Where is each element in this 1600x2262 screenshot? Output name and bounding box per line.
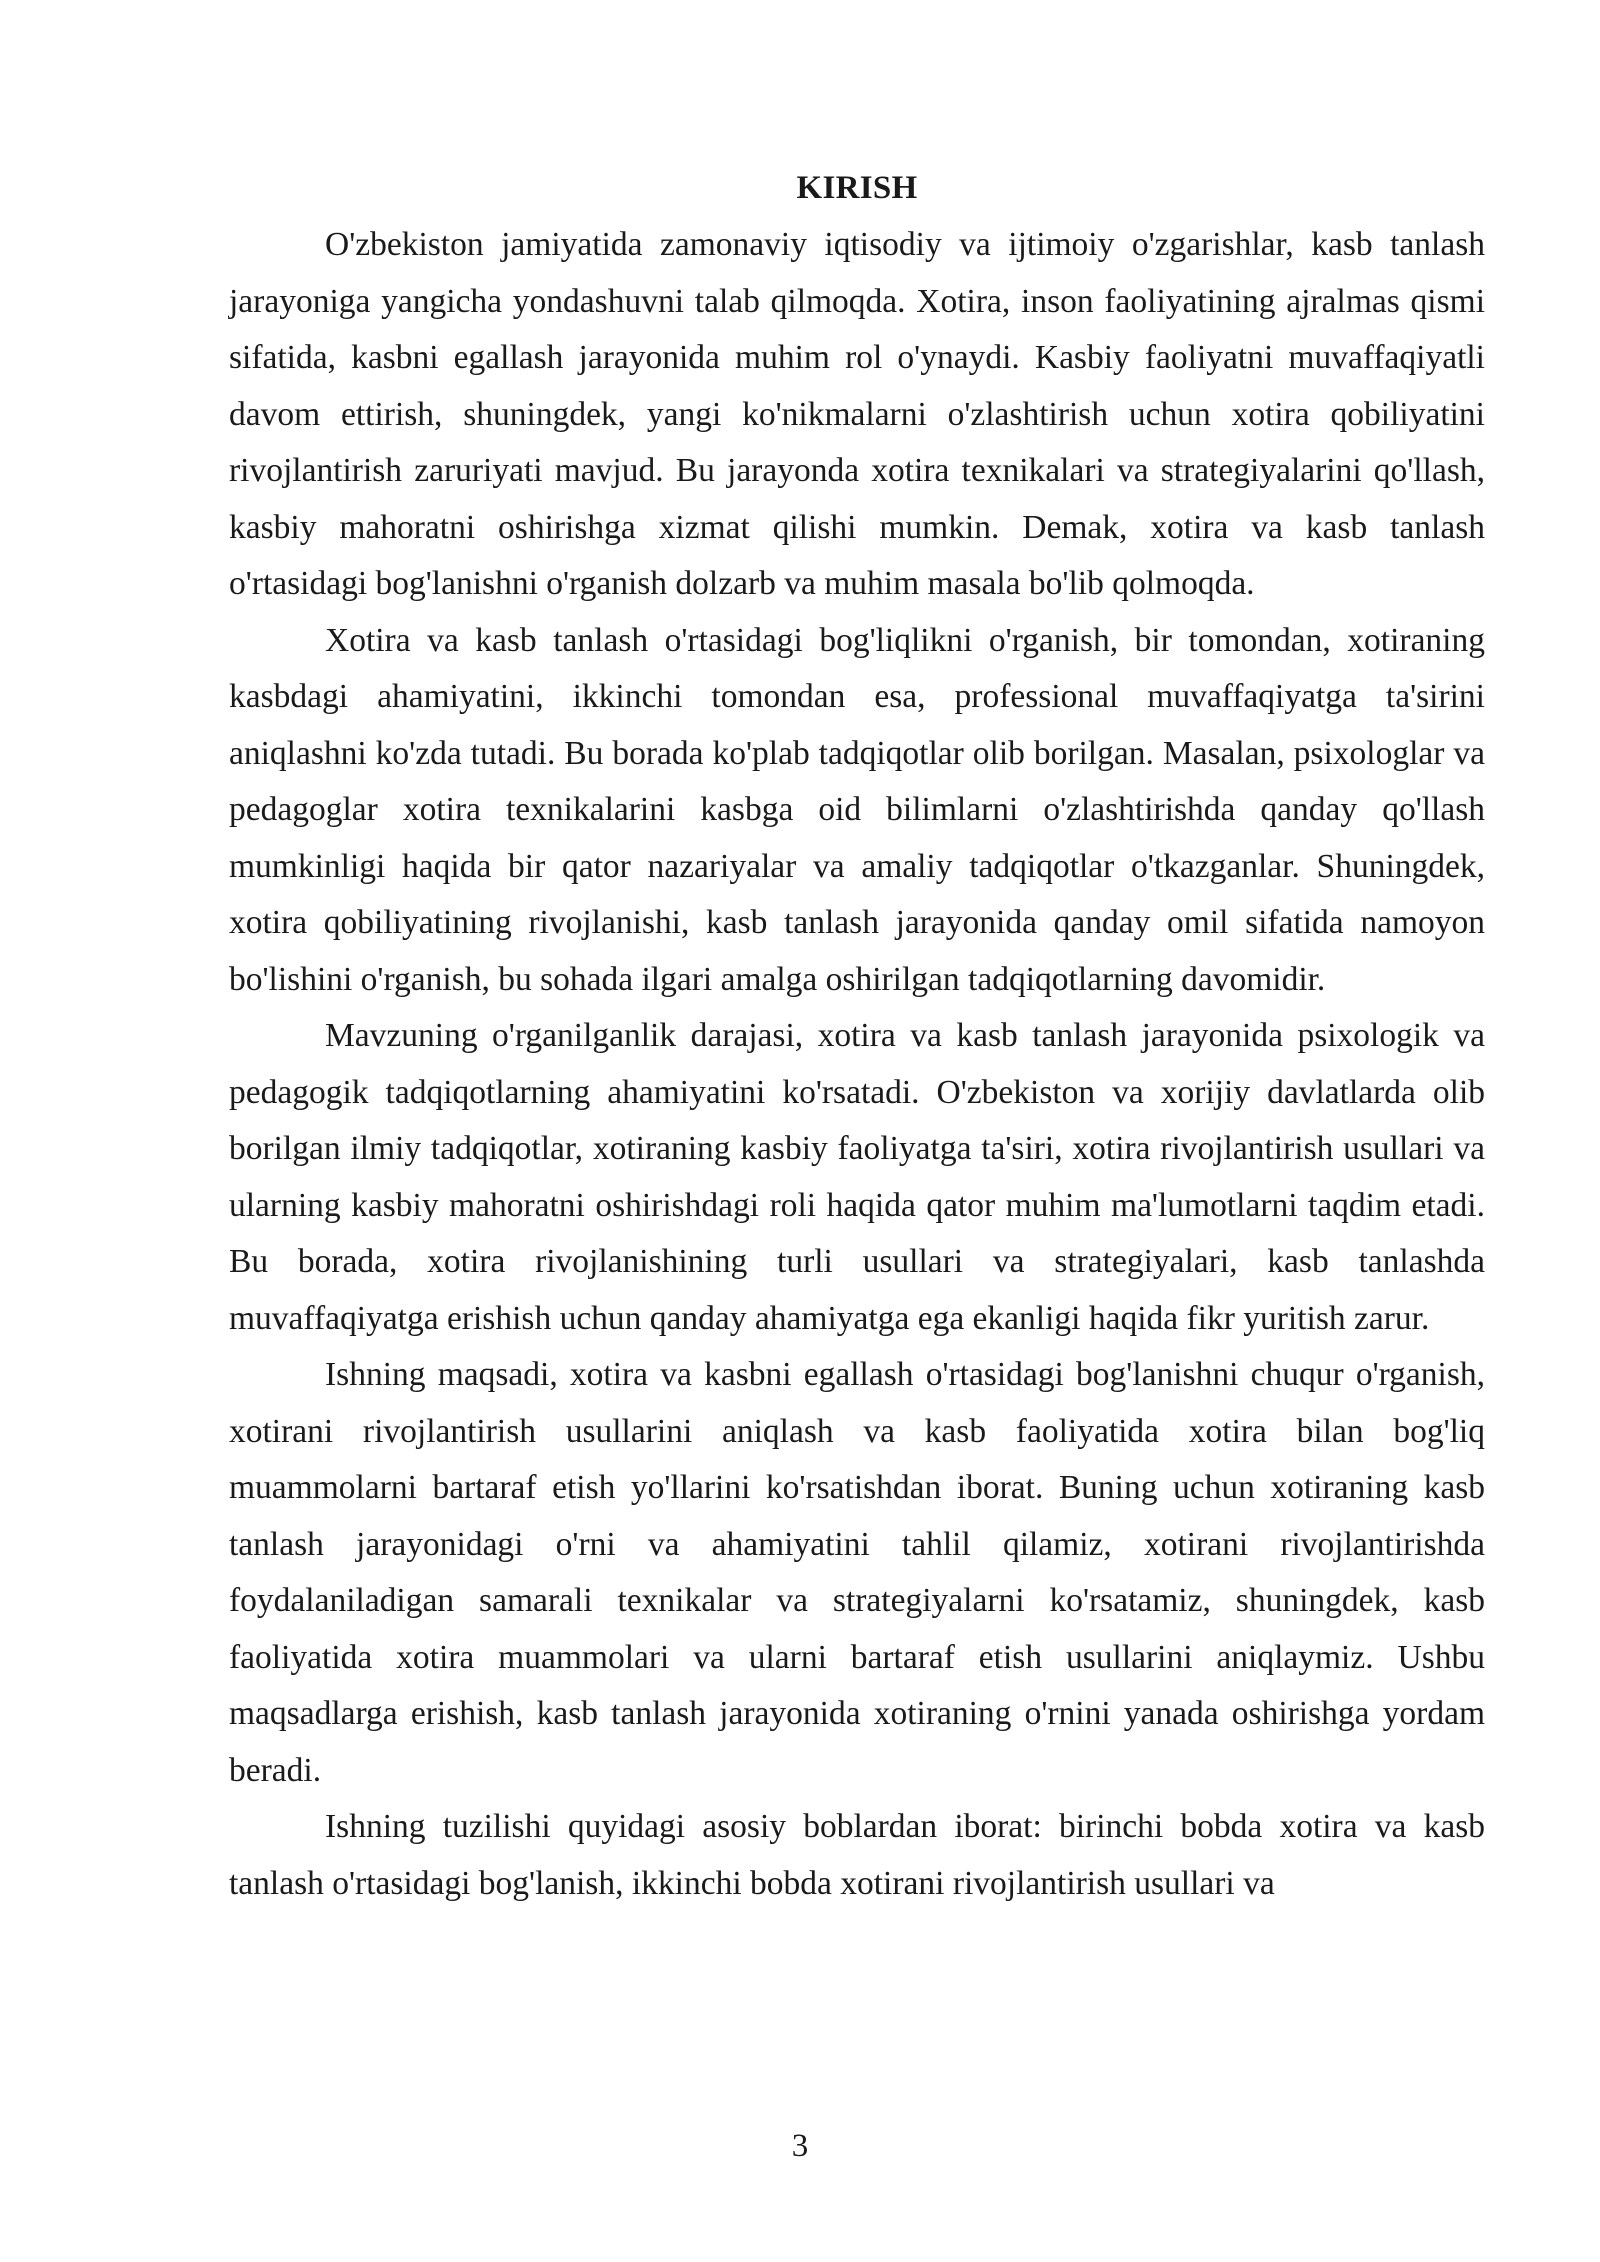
paragraph-intro: O'zbekiston jamiyatida zamonaviy iqtisodiy va ijtimoiy o'zgarishlar, kasb tanlash jarayoniga yangicha yondashuvni talab qilmoqda. Xotira, inson faoliyatining ajralmas qismi sifatida, kasbni egallash jarayonida muhim rol o'ynaydi. Kasbiy faoliyatni muvaffaqiyatli davom ettirish, shuningdek, yangi ko'nikmalarni o'zlashtirish uchun xotira qobiliyatini rivojlantirish zaruriyati mavjud. Bu jarayonda xotira texnikalari va strategiyalarini qo'llash, kasbiy mahoratni oshirishga xizmat qilishi mumkin. Demak, xotira va kasb tanlash o'rtasidagi bog'lanishni o'rganish dolzarb va muhim masala bo'lib qolmoqda. — [229, 226, 1485, 602]
paragraph-structure: Ishning tuzilishi quyidagi asosiy boblardan iborat: birinchi bobda xotira va kasb tanlash o'rtasidagi bog'lanish, ikkinchi bobda xotirani rivojlantirish usullari va — [229, 1808, 1485, 1902]
paragraph-relation: Xotira va kasb tanlash o'rtasidagi bog'liqlikni o'rganish, bir tomondan, xotiraning kasbdagi ahamiyatini, ikkinchi tomondan esa, professional muvaffaqiyatga ta'sirini aniqlashni ko'zda tutadi. Bu borada ko'plab tadqiqotlar olib borilgan. Masalan, psixologlar va pedagoglar xotira texnikalarini kasbga oid bilimlarni o'zlashtirishda qanday qo'llash mumkinligi haqida bir qator nazariyalar va amaliy tadqiqotlar o'tkazganlar. Shuningdek, xotira qobiliyatining rivojlanishi, kasb tanlash jarayonida qanday omil sifatida namoyon bo'lishini o'rganish, bu sohada ilgari amalga oshirilgan tadqiqotlarning davomidir. — [229, 621, 1485, 998]
paragraph-study-level: Mavzuning o'rganilganlik darajasi, xotira va kasb tanlash jarayonida psixologik va pedagogik tadqiqotlarning ahamiyatini ko'rsatadi. O'zbekiston va xorijiy davlatlarda olib borilgan ilmiy tadqiqotlar, xotiraning kasbiy faoliyatga ta'siri, xotira rivojlantirish usullari va ularning kasbiy mahoratni oshirishdagi roli haqida qator muhim ma'lumotlarni taqdim etadi. Bu borada, xotira rivojlanishining turli usullari va strategiyalari, kasb tanlashda muvaffaqiyatga erishish uchun qanday ahamiyatga ega ekanligi haqida fikr yuritish zarur. — [229, 1017, 1485, 1337]
page-number: 3 — [791, 2128, 809, 2164]
paragraph-goal: Ishning maqsadi, xotira va kasbni egallash o'rtasidagi bog'lanishni chuqur o'rganish, xotirani rivojlantirish usullarini aniqlash va kasb faoliyatida xotira bilan bog'liq muammolarni bartaraf etish yo'llarini ko'rsatishdan iborat. Buning uchun xotiraning kasb tanlash jarayonidagi o'rni va ahamiyatini tahlil qilamiz, xotirani rivojlantirishda foydalaniladigan samarali texnikalar va strategiyalarni ko'rsatamiz, shuningdek, kasb faoliyatida xotira muammolari va ularni bartaraf etish usullarini aniqlaymiz. Ushbu maqsadlarga erishish, kasb tanlash jarayonida xotiraning o'rnini yanada oshirishga yordam beradi. — [229, 1356, 1485, 1789]
page-title: KIRISH — [796, 170, 918, 206]
page-content — [229, 160, 1485, 1912]
